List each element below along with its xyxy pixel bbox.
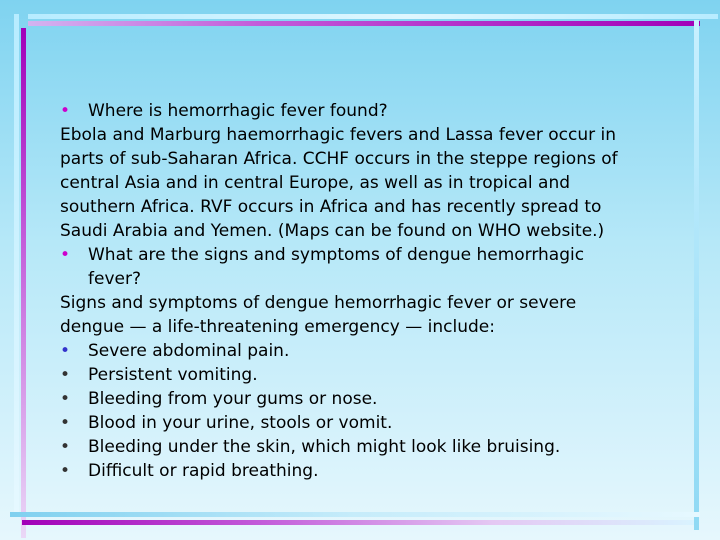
answer-1-line: Saudi Arabia and Yemen. (Maps can be found on WHO website.) [60,221,605,241]
question-2-text: What are the signs and symptoms of dengue hemorrhagic [88,245,585,265]
left-border-light [14,14,19,514]
symptom-text: Bleeding from your gums or nose. [88,389,378,409]
question-1-text: Where is hemorrhagic fever found? [88,101,388,121]
answer-1-line: central Asia and in central Europe, as well as in tropical and [60,173,571,193]
symptom-item [60,411,660,435]
symptom-item [60,435,660,459]
symptom-text: Bleeding under the skin, which might look like bruising. [88,437,561,457]
symptom-text: Severe abdominal pain. [88,341,290,361]
question-2 [60,243,660,267]
top-border-light [28,14,718,19]
bottom-border-light [10,512,700,517]
bullet-icon: • [60,101,71,121]
symptom-item [60,459,660,483]
bullet-icon: • [60,245,71,265]
symptom-text: Difficult or rapid breathing. [88,461,319,481]
question-1 [60,99,660,123]
answer-1-line: southern Africa. RVF occurs in Africa and has recently spread to [60,197,602,217]
answer-2-line: dengue — a life-threatening emergency — include: [60,317,495,337]
symptom-item [60,387,660,411]
top-border [28,21,700,26]
bullet-icon: • [60,461,71,481]
bullet-icon: • [60,341,71,361]
answer-2-line: Signs and symptoms of dengue hemorrhagic fever or severe [60,293,577,313]
symptom-item [60,339,660,363]
answer-1-line: Ebola and Marburg haemorrhagic fevers and Lassa fever occur in [60,125,616,145]
symptom-item [60,363,660,387]
right-border [694,20,699,530]
bottom-border [22,520,694,525]
answer-1-line: parts of sub-Saharan Africa. CCHF occurs in the steppe regions of [60,149,618,169]
bullet-icon: • [60,389,71,409]
question-2-continuation: fever? [88,269,141,289]
symptom-text: Blood in your urine, stools or vomit. [88,413,393,433]
bullet-icon: • [60,413,71,433]
bullet-icon: • [60,437,71,457]
bullet-icon: • [60,365,71,385]
left-border [21,28,26,538]
slide-content [60,99,660,483]
symptom-text: Persistent vomiting. [88,365,258,385]
